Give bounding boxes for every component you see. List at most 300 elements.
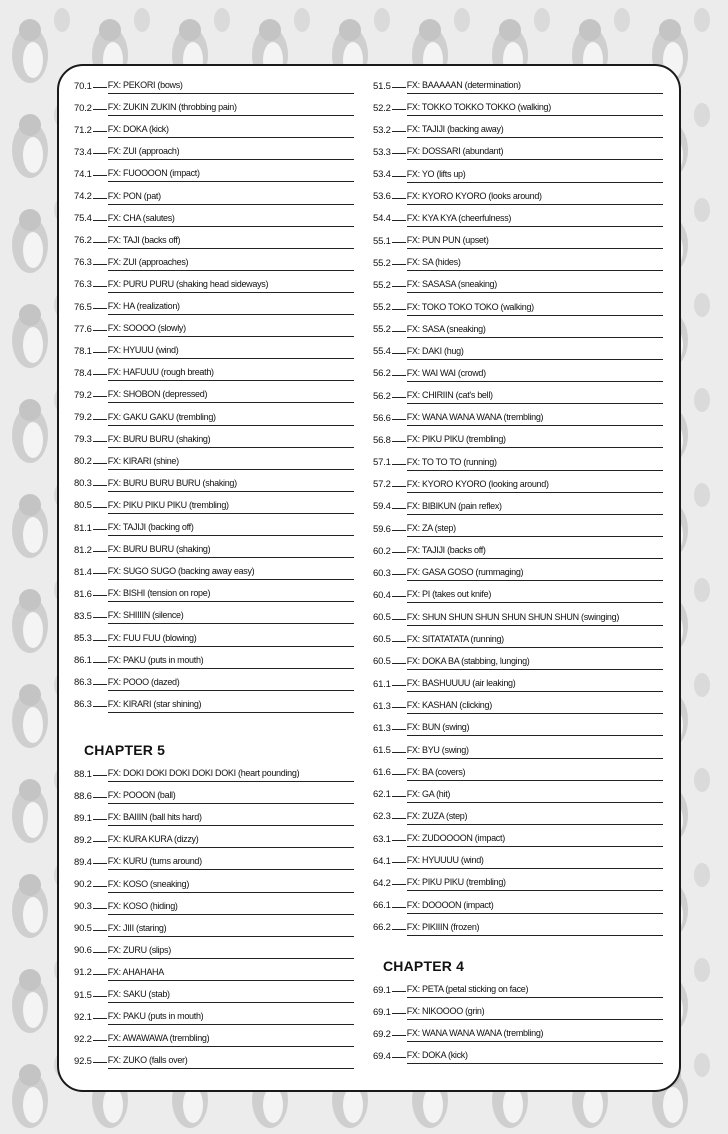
glossary-entry: [373, 759, 663, 781]
glossary-entry: [373, 249, 663, 271]
sound-effect-text: FX: PIKIIIN (frozen): [407, 923, 663, 936]
glossary-entry: [373, 404, 663, 426]
glossary-entry: [373, 161, 663, 183]
glossary-entry: [74, 293, 354, 315]
glossary-entry: [74, 804, 354, 826]
leader-line: [392, 331, 406, 332]
glossary-entry: [74, 404, 354, 426]
page-panel-number: 76.2: [74, 235, 92, 247]
glossary-entry: [74, 602, 354, 624]
sound-effect-text: FX: POOO (dazed): [108, 678, 354, 691]
page-panel-number: 55.4: [373, 346, 391, 358]
leader-line: [392, 641, 406, 642]
page-panel-number: 60.5: [373, 656, 391, 668]
sound-effect-text: FX: KASHAN (clicking): [407, 701, 663, 714]
page-panel-number: 74.1: [74, 168, 92, 180]
page-panel-number: 90.2: [74, 879, 92, 890]
glossary-entry: [74, 669, 354, 691]
page-panel-number: 69.2: [373, 1028, 391, 1040]
leader-line: [93, 153, 107, 154]
page-panel-number: 86.3: [74, 677, 92, 689]
sound-effect-text: FX: GAKU GAKU (trembling): [108, 413, 354, 426]
glossary-entry: [373, 581, 663, 603]
glossary-entry: [373, 892, 663, 914]
glossary-entry: [373, 183, 663, 205]
page-panel-number: 53.2: [373, 124, 391, 136]
leader-line: [93, 974, 107, 975]
glossary-entry: [74, 782, 354, 804]
page-panel-number: 63.1: [373, 833, 391, 845]
sound-effect-text: FX: TAJIJI (backing away): [407, 125, 663, 138]
sound-effect-text: FX: ZUDOOOON (impact): [407, 834, 663, 847]
glossary-entry: [74, 448, 354, 470]
glossary-entry: [373, 1020, 663, 1042]
page-panel-number: 81.2: [74, 544, 92, 556]
glossary-entry: [74, 94, 354, 116]
glossary-entry: [74, 138, 354, 160]
glossary-entry: [74, 760, 354, 782]
leader-line: [392, 619, 406, 620]
page-panel-number: 83.5: [74, 610, 92, 622]
sound-effect-text: FX: AHAHAHA: [108, 968, 354, 981]
leader-line: [93, 706, 107, 707]
glossary-entry: [373, 914, 663, 936]
chapter-heading: CHAPTER 5: [84, 742, 166, 758]
sound-effect-text: FX: PURU PURU (shaking head sideways): [108, 280, 354, 293]
page-panel-number: 64.2: [373, 877, 391, 889]
sound-effect-text: FX: SHUN SHUN SHUN SHUN SHUN SHUN (swinging): [407, 613, 663, 626]
sound-effect-text: FX: DOKA BA (stabbing, lunging): [407, 657, 663, 670]
sound-effect-text: FX: SOOOO (slowly): [108, 324, 354, 337]
page-panel-number: 56.2: [373, 368, 391, 380]
page-panel-number: 51.5: [373, 80, 391, 92]
glossary-entry: [373, 227, 663, 249]
glossary-entry: [373, 271, 663, 293]
glossary-entry: [373, 847, 663, 869]
leader-line: [93, 529, 107, 530]
sound-effect-text: FX: BUN (swing): [407, 723, 663, 736]
page-panel-number: 55.2: [373, 279, 391, 291]
glossary-entry: [373, 116, 663, 138]
page-panel-number: 61.1: [373, 678, 391, 690]
leader-line: [93, 662, 107, 663]
leader-line: [392, 840, 406, 841]
page-panel-number: 90.6: [74, 945, 92, 957]
page-panel-number: 55.2: [373, 324, 391, 336]
leader-line: [392, 685, 406, 686]
glossary-entry: [74, 647, 354, 669]
page-panel-number: 66.1: [373, 900, 391, 912]
sound-effect-text: FX: SHOBON (depressed): [108, 390, 354, 403]
glossary-entry: [373, 493, 663, 515]
leader-line: [93, 352, 107, 353]
sound-effect-text: FX: PAKU (puts in mouth): [108, 656, 354, 669]
page-panel-number: 59.4: [373, 501, 391, 513]
page-panel-number: 57.1: [373, 457, 391, 469]
leader-line: [93, 463, 107, 464]
page-panel-number: 61.5: [373, 745, 391, 756]
glossary-entry: [74, 426, 354, 448]
glossary-entry: [373, 781, 663, 803]
glossary-entry: [373, 338, 663, 360]
glossary-entry: [74, 227, 354, 249]
leader-line: [392, 309, 406, 310]
leader-line: [392, 419, 406, 420]
page-panel-number: 70.2: [74, 102, 92, 114]
page-panel-number: 78.4: [74, 367, 92, 379]
page-panel-number: 56.2: [373, 390, 391, 402]
leader-line: [93, 775, 107, 776]
glossary-entry: [74, 1003, 354, 1025]
leader-line: [93, 863, 107, 864]
sound-effect-text: FX: HYUUU (wind): [108, 346, 354, 359]
sound-effect-text: FX: BIBIKUN (pain reflex): [407, 502, 663, 515]
page-panel-number: 55.2: [373, 302, 391, 313]
leader-line: [392, 1035, 406, 1036]
leader-line: [93, 419, 107, 420]
sound-effect-text: FX: SUGO SUGO (backing away easy): [108, 567, 354, 580]
leader-line: [392, 264, 406, 265]
glossary-entry: [74, 470, 354, 492]
glossary-entry: [373, 692, 663, 714]
glossary-entry: [74, 959, 354, 981]
page-panel-number: 64.1: [373, 855, 391, 867]
page-panel-number: 57.2: [373, 479, 391, 491]
page-panel-number: 92.5: [74, 1055, 92, 1067]
leader-line: [392, 818, 406, 819]
glossary-entry: [74, 1047, 354, 1069]
glossary-entry: [373, 604, 663, 626]
sound-effect-text: FX: KURU (turns around): [108, 857, 354, 870]
page-panel-number: 61.3: [373, 700, 391, 712]
leader-line: [392, 530, 406, 531]
leader-line: [392, 1057, 406, 1058]
leader-line: [93, 819, 107, 820]
glossary-entry: [373, 1042, 663, 1064]
glossary-entry: [373, 737, 663, 759]
sound-effect-text: FX: BURU BURU BURU (shaking): [108, 479, 354, 492]
leader-line: [392, 907, 406, 908]
page-panel-number: 55.2: [373, 257, 391, 269]
sound-effect-text: FX: DOKI DOKI DOKI DOKI DOKI (heart pounding): [108, 769, 354, 782]
leader-line: [392, 441, 406, 442]
leader-line: [93, 1062, 107, 1063]
page-panel-number: 53.6: [373, 191, 391, 203]
page-panel-number: 76.5: [74, 301, 92, 313]
glossary-entry: [74, 160, 354, 182]
glossary-entry: [74, 337, 354, 359]
sound-effect-text: FX: PIKU PIKU PIKU (trembling): [108, 501, 354, 514]
sound-effect-text: FX: KYA KYA (cheerfulness): [407, 214, 663, 227]
leader-line: [93, 308, 107, 309]
sound-effect-text: FX: DAKI (hug): [407, 347, 663, 360]
sound-effect-text: FX: GA (hit): [407, 790, 663, 803]
glossary-entry: [373, 382, 663, 404]
sound-effect-text: FX: DOOOON (impact): [407, 901, 663, 914]
page-panel-number: 60.2: [373, 545, 391, 557]
page-panel-number: 60.5: [373, 634, 391, 646]
page-panel-number: 53.4: [373, 169, 391, 181]
page-panel-number: 61.3: [373, 722, 391, 734]
sound-effect-text: FX: TAJI (backs off): [108, 236, 354, 249]
leader-line: [93, 330, 107, 331]
sound-effect-text: FX: FUU FUU (blowing): [108, 634, 354, 647]
page-panel-number: 79.2: [74, 389, 92, 401]
page-panel-number: 56.6: [373, 412, 391, 424]
page-panel-number: 90.5: [74, 923, 92, 935]
glossary-entry: [74, 826, 354, 848]
sound-effect-text: FX: PI (takes out knife): [407, 590, 663, 603]
leader-line: [392, 774, 406, 775]
glossary-entry: [373, 471, 663, 493]
page-panel-number: 76.3: [74, 257, 92, 269]
glossary-entry: [74, 625, 354, 647]
glossary-entry: [373, 294, 663, 316]
fx-glossary-panel: [57, 64, 681, 1092]
leader-line: [93, 87, 107, 88]
sound-effect-text: FX: SASASA (sneaking): [407, 280, 663, 293]
leader-line: [392, 707, 406, 708]
sound-effect-text: FX: TOKO TOKO TOKO (walking): [407, 303, 663, 316]
sound-effect-text: FX: CHA (salutes): [108, 214, 354, 227]
glossary-entry: [373, 94, 663, 116]
leader-line: [392, 663, 406, 664]
leader-line: [93, 996, 107, 997]
glossary-entry: [74, 915, 354, 937]
page-panel-number: 75.4: [74, 213, 92, 225]
glossary-entry: [74, 116, 354, 138]
page-panel-number: 52.2: [373, 102, 391, 114]
page-panel-number: 62.3: [373, 811, 391, 823]
sound-effect-text: FX: WANA WANA WANA (trembling): [407, 1029, 663, 1042]
glossary-entry: [373, 559, 663, 581]
glossary-entry: [74, 271, 354, 293]
sound-effect-text: FX: BAAAAAN (determination): [407, 81, 663, 94]
leader-line: [392, 574, 406, 575]
page-panel-number: 60.5: [373, 612, 391, 624]
leader-line: [93, 396, 107, 397]
sound-effect-text: FX: AWAWAWA (trembling): [108, 1034, 354, 1047]
page-panel-number: 73.4: [74, 146, 92, 158]
leader-line: [392, 929, 406, 930]
sound-effect-text: FX: KIRARI (star shining): [108, 700, 354, 713]
leader-line: [392, 220, 406, 221]
leader-line: [93, 886, 107, 887]
leader-line: [392, 1013, 406, 1014]
page-panel-number: 92.2: [74, 1033, 92, 1045]
leader-line: [93, 1018, 107, 1019]
page-panel-number: 81.1: [74, 522, 92, 534]
glossary-entry: [373, 648, 663, 670]
leader-line: [392, 353, 406, 354]
leader-line: [93, 198, 107, 199]
page-panel-number: 91.2: [74, 967, 92, 979]
sound-effect-text: FX: SA (hides): [407, 258, 663, 271]
leader-line: [392, 397, 406, 398]
sound-effect-text: FX: SASA (sneaking): [407, 325, 663, 338]
sound-effect-text: FX: BISHI (tension on rope): [108, 589, 354, 602]
sound-effect-text: FX: NIKOOOO (grin): [407, 1007, 663, 1020]
page-panel-number: 88.1: [74, 768, 92, 780]
sound-effect-text: FX: BA (covers): [407, 768, 663, 781]
glossary-entry: [373, 515, 663, 537]
leader-line: [93, 640, 107, 641]
glossary-entry: [373, 976, 663, 998]
leader-line: [93, 264, 107, 265]
leader-line: [392, 486, 406, 487]
glossary-entry: [373, 998, 663, 1020]
leader-line: [392, 87, 406, 88]
sound-effect-text: FX: PEKORI (bows): [108, 81, 354, 94]
leader-line: [93, 551, 107, 552]
sound-effect-text: FX: PIKU PIKU (trembling): [407, 435, 663, 448]
page-panel-number: 71.2: [74, 124, 92, 136]
page-panel-number: 56.8: [373, 434, 391, 446]
page-panel-number: 62.1: [373, 789, 391, 801]
sound-effect-text: FX: JIII (staring): [108, 924, 354, 937]
leader-line: [93, 952, 107, 953]
sound-effect-text: FX: ZUKO (falls over): [108, 1056, 354, 1069]
sound-effect-text: FX: BURU BURU (shaking): [108, 545, 354, 558]
sound-effect-text: FX: PAKU (puts in mouth): [108, 1012, 354, 1025]
glossary-entry: [373, 803, 663, 825]
sound-effect-text: FX: DOKA (kick): [407, 1051, 663, 1064]
sound-effect-text: FX: ZUI (approach): [108, 147, 354, 160]
sound-effect-text: FX: BURU BURU (shaking): [108, 435, 354, 448]
leader-line: [392, 286, 406, 287]
page-panel-number: 90.3: [74, 901, 92, 913]
glossary-entry: [74, 514, 354, 536]
sound-effect-text: FX: TAJIJI (backing off): [108, 523, 354, 536]
leader-line: [392, 884, 406, 885]
glossary-entry: [74, 205, 354, 227]
sound-effect-text: FX: PETA (petal sticking on face): [407, 985, 663, 998]
sound-effect-text: FX: GASA GOSO (rummaging): [407, 568, 663, 581]
sound-effect-text: FX: PUN PUN (upset): [407, 236, 663, 249]
glossary-entry: [373, 825, 663, 847]
sound-effect-text: FX: ZUKIN ZUKIN (throbbing pain): [108, 103, 354, 116]
sound-effect-text: FX: POOON (ball): [108, 791, 354, 804]
leader-line: [392, 198, 406, 199]
leader-line: [93, 131, 107, 132]
page-panel-number: 89.1: [74, 812, 92, 824]
sound-effect-text: FX: KYORO KYORO (looking around): [407, 480, 663, 493]
leader-line: [392, 153, 406, 154]
sound-effect-text: FX: ZUI (approaches): [108, 258, 354, 271]
page-panel-number: 60.3: [373, 567, 391, 579]
glossary-entry: [74, 536, 354, 558]
sound-effect-text: FX: WANA WANA WANA (trembling): [407, 413, 663, 426]
glossary-entry: [74, 893, 354, 915]
leader-line: [392, 464, 406, 465]
page-panel-number: 79.2: [74, 412, 92, 423]
sound-effect-text: FX: DOKA (kick): [108, 125, 354, 138]
leader-line: [392, 109, 406, 110]
sound-effect-text: FX: WAI WAI (crowd): [407, 369, 663, 382]
sound-effect-text: FX: TO TO TO (running): [407, 458, 663, 471]
leader-line: [93, 573, 107, 574]
page-panel-number: 69.1: [373, 1006, 391, 1018]
glossary-entry: [373, 426, 663, 448]
leader-line: [392, 508, 406, 509]
sound-effect-text: FX: TOKKO TOKKO TOKKO (walking): [407, 103, 663, 116]
page-panel-number: 74.2: [74, 191, 92, 202]
glossary-entry: [74, 381, 354, 403]
glossary-entry: [74, 359, 354, 381]
glossary-entry: [74, 937, 354, 959]
leader-line: [392, 242, 406, 243]
sound-effect-text: FX: KIRARI (shine): [108, 457, 354, 470]
glossary-entry: [373, 537, 663, 559]
glossary-entry: [74, 1025, 354, 1047]
page-panel-number: 79.3: [74, 434, 92, 446]
sound-effect-text: FX: ZURU (slips): [108, 946, 354, 959]
glossary-entry: [74, 558, 354, 580]
glossary-entry: [74, 691, 354, 713]
glossary-entry: [373, 316, 663, 338]
leader-line: [93, 220, 107, 221]
page-panel-number: 70.1: [74, 80, 92, 92]
glossary-entry: [373, 670, 663, 692]
leader-line: [93, 286, 107, 287]
sound-effect-text: FX: FUOOOON (impact): [108, 169, 354, 182]
page-panel-number: 86.1: [74, 655, 92, 667]
page-panel-number: 66.2: [373, 922, 391, 934]
sound-effect-text: FX: DOSSARI (abundant): [407, 147, 663, 160]
leader-line: [93, 175, 107, 176]
page-panel-number: 55.1: [373, 235, 391, 247]
sound-effect-text: FX: HA (realization): [108, 302, 354, 315]
page-panel-number: 88.6: [74, 790, 92, 802]
sound-effect-text: FX: KURA KURA (dizzy): [108, 835, 354, 848]
leader-line: [93, 109, 107, 110]
page-panel-number: 85.3: [74, 633, 92, 644]
sound-effect-text: FX: ZA (step): [407, 524, 663, 537]
leader-line: [93, 797, 107, 798]
glossary-entry: [74, 580, 354, 602]
glossary-entry: [74, 72, 354, 94]
page-panel-number: 59.6: [373, 523, 391, 535]
sound-effect-text: FX: TAJIJI (backs off): [407, 546, 663, 559]
page-panel-number: 89.2: [74, 834, 92, 846]
sound-effect-text: FX: BAIIIN (ball hits hard): [108, 813, 354, 826]
leader-line: [392, 176, 406, 177]
sound-effect-text: FX: KOSO (sneaking): [108, 880, 354, 893]
glossary-entry: [74, 848, 354, 870]
leader-line: [93, 617, 107, 618]
sound-effect-text: FX: KOSO (hiding): [108, 902, 354, 915]
glossary-entry: [373, 626, 663, 648]
page-panel-number: 69.1: [373, 984, 391, 996]
page-panel-number: 53.3: [373, 146, 391, 158]
glossary-entry: [373, 714, 663, 736]
page-panel-number: 76.3: [74, 279, 92, 291]
page-panel-number: 77.6: [74, 323, 92, 335]
leader-line: [392, 991, 406, 992]
leader-line: [93, 441, 107, 442]
leader-line: [392, 131, 406, 132]
glossary-entry: [373, 869, 663, 891]
glossary-entry: [373, 205, 663, 227]
leader-line: [392, 729, 406, 730]
glossary-entry: [373, 72, 663, 94]
leader-line: [93, 374, 107, 375]
glossary-entry: [74, 183, 354, 205]
leader-line: [93, 684, 107, 685]
sound-effect-text: FX: SITATATATA (running): [407, 635, 663, 648]
glossary-entry: [74, 981, 354, 1003]
page-panel-number: 61.6: [373, 767, 391, 779]
